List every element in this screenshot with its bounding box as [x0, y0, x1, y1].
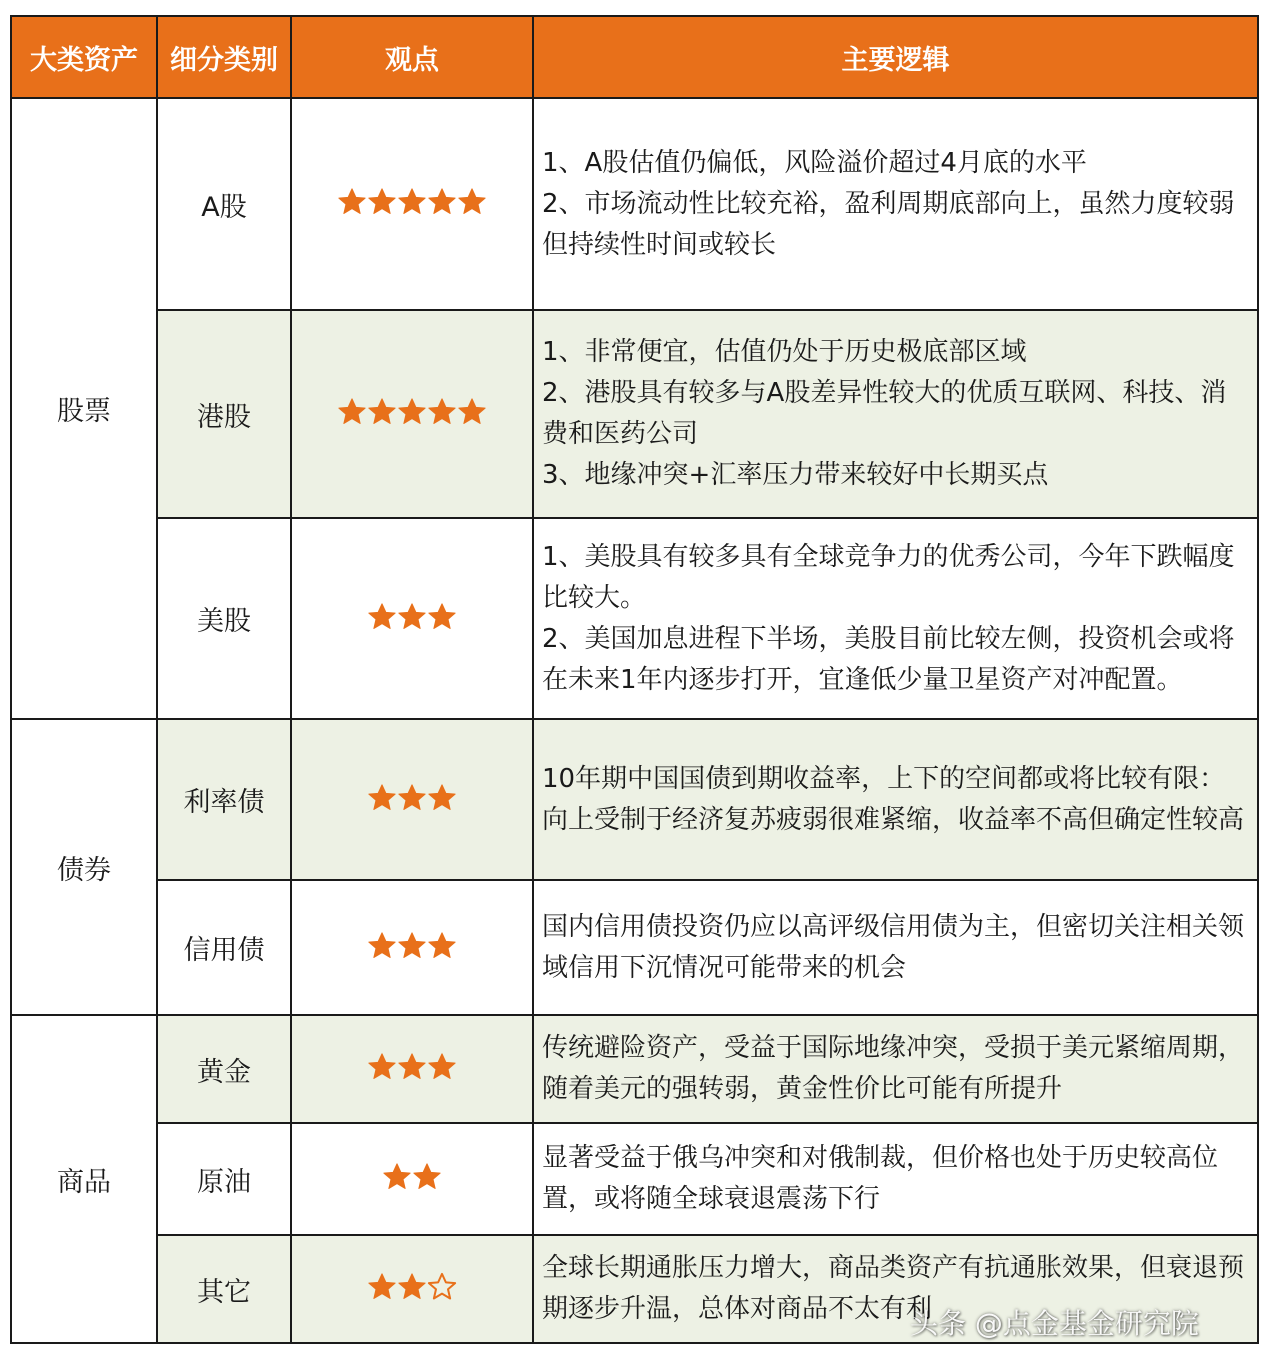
filled-star-icon	[427, 931, 457, 961]
filled-star-icon	[427, 783, 457, 813]
logic-line: 传统避险资产，受益于国际地缘冲突，受损于美元紧缩周期，随着美元的强转弱，黄金性价比可能有所提升	[542, 1033, 1245, 1104]
asset-view-table	[10, 15, 1259, 1344]
sub-category-cell: 黄金	[157, 1015, 291, 1123]
logic-line: 1、A股估值仍偏低，风险溢价超过4月底的水平	[542, 147, 1087, 178]
filled-star-icon	[367, 187, 397, 217]
sub-category-cell: 信用债	[157, 880, 291, 1015]
logic-line: 2、市场流动性比较充裕，盈利周期底部向上，虽然力度较弱但持续性时间或较长	[542, 188, 1235, 260]
filled-star-icon	[412, 1162, 442, 1192]
logic-cell	[533, 1015, 1258, 1123]
header-asset-class: 大类资产	[11, 16, 157, 98]
category-cell-commodities: 商品	[11, 1015, 157, 1343]
category-cell-bonds: 债券	[11, 719, 157, 1015]
filled-star-icon	[367, 397, 397, 427]
hollow-star-icon	[427, 1272, 457, 1302]
sub-category-cell: 美股	[157, 518, 291, 719]
rating-cell	[291, 518, 533, 719]
header-sub-category: 细分类别	[157, 16, 291, 98]
filled-star-icon	[397, 1272, 427, 1302]
rating-cell	[291, 880, 533, 1015]
category-cell-stocks: 股票	[11, 98, 157, 719]
logic-cell	[533, 98, 1258, 310]
logic-cell	[533, 518, 1258, 719]
header-row	[11, 16, 1258, 98]
logic-line: 全球长期通胀压力增大，商品类资产有抗通胀效果，但衰退预期逐步升温，总体对商品不太有利	[542, 1253, 1245, 1324]
sub-category-cell: 其它	[157, 1235, 291, 1343]
filled-star-icon	[367, 602, 397, 632]
filled-star-icon	[457, 397, 487, 427]
logic-line: 3、地缘冲突+汇率压力带来较好中长期买点	[542, 460, 1049, 490]
logic-line: 2、美国加息进程下半场，美股目前比较左侧，投资机会或将在未来1年内逐步打开，宜逢低少量卫星资产对冲配置。	[542, 623, 1235, 695]
table-row	[11, 98, 1258, 310]
table-row	[11, 310, 1258, 518]
filled-star-icon	[397, 931, 427, 961]
star-rating	[337, 397, 487, 427]
asset-view-table-container	[10, 15, 1257, 1340]
star-rating	[382, 1162, 442, 1192]
logic-cell	[533, 719, 1258, 880]
logic-cell	[533, 880, 1258, 1015]
logic-line: 10年期中国国债到期收益率，上下的空间都或将比较有限：向上受制于经济复苏疲弱很难紧缩，收益率不高但确定性较高	[542, 763, 1245, 835]
table-row	[11, 518, 1258, 719]
logic-cell	[533, 1123, 1258, 1235]
logic-line: 2、港股具有较多与A股差异性较大的优质互联网、科技、消费和医药公司	[542, 378, 1227, 449]
rating-cell	[291, 1235, 533, 1343]
sub-category-cell: 原油	[157, 1123, 291, 1235]
table-row	[11, 719, 1258, 880]
rating-cell	[291, 1015, 533, 1123]
filled-star-icon	[457, 187, 487, 217]
star-rating	[367, 783, 457, 813]
filled-star-icon	[397, 1052, 427, 1082]
watermark-text: 头条 @点金基金研究院	[910, 1307, 1199, 1340]
table-row	[11, 880, 1258, 1015]
filled-star-icon	[427, 397, 457, 427]
sub-category-cell: 港股	[157, 310, 291, 518]
filled-star-icon	[337, 397, 367, 427]
filled-star-icon	[367, 1272, 397, 1302]
sub-category-cell: A股	[157, 98, 291, 310]
star-rating	[367, 602, 457, 632]
logic-line: 显著受益于俄乌冲突和对俄制裁，但价格也处于历史较高位置，或将随全球衰退震荡下行	[542, 1143, 1219, 1214]
table-row	[11, 1123, 1258, 1235]
filled-star-icon	[427, 187, 457, 217]
filled-star-icon	[367, 1052, 397, 1082]
rating-cell	[291, 98, 533, 310]
logic-cell	[533, 310, 1258, 518]
rating-cell	[291, 1123, 533, 1235]
sub-category-cell: 利率债	[157, 719, 291, 880]
filled-star-icon	[427, 602, 457, 632]
logic-line: 1、美股具有较多具有全球竞争力的优秀公司，今年下跌幅度比较大。	[542, 541, 1235, 613]
star-rating	[367, 1052, 457, 1082]
filled-star-icon	[427, 1052, 457, 1082]
filled-star-icon	[397, 397, 427, 427]
filled-star-icon	[397, 602, 427, 632]
filled-star-icon	[397, 783, 427, 813]
star-rating	[337, 187, 487, 217]
logic-line: 国内信用债投资仍应以高评级信用债为主，但密切关注相关领域信用下沉情况可能带来的机会	[542, 911, 1245, 983]
header-view: 观点	[291, 16, 533, 98]
table-row	[11, 1015, 1258, 1123]
filled-star-icon	[367, 931, 397, 961]
star-rating	[367, 1272, 457, 1302]
filled-star-icon	[382, 1162, 412, 1192]
filled-star-icon	[397, 187, 427, 217]
rating-cell	[291, 719, 533, 880]
header-main-logic: 主要逻辑	[533, 16, 1258, 98]
star-rating	[367, 931, 457, 961]
logic-line: 1、非常便宜，估值仍处于历史极底部区域	[542, 337, 1027, 367]
filled-star-icon	[337, 187, 367, 217]
filled-star-icon	[367, 783, 397, 813]
rating-cell	[291, 310, 533, 518]
